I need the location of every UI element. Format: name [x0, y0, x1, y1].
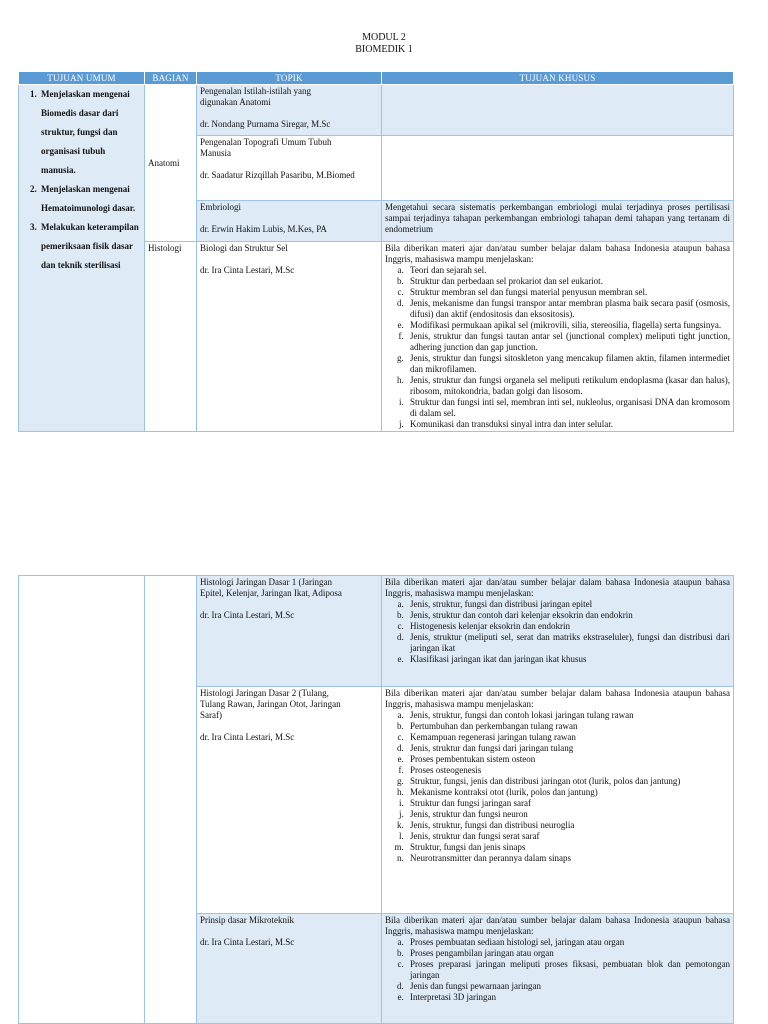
- list-item: b. Jenis, struktur dan contoh dari kelenjar eksokrin dan endokrin: [406, 610, 730, 621]
- topik-title: Embriologi: [200, 202, 241, 212]
- topik-lecturer: dr. Erwin Hakim Lubis, M.Kes, PA: [200, 224, 327, 234]
- module-subtitle: BIOMEDIK 1: [355, 44, 413, 55]
- list-item: j. Komunikasi dan transduksi sinyal intra dan inter selular.: [406, 419, 730, 430]
- table-header-row: [19, 72, 734, 85]
- list-item: n. Neurotransmitter dan perannya dalam sinaps: [406, 853, 730, 864]
- list-item: c. Struktur membran sel dan fungsi material penyusun membran sel.: [406, 287, 730, 298]
- col-header-topik: TOPIK: [197, 72, 382, 85]
- list-item: a. Jenis, struktur, fungsi dan contoh lokasi jaringan tulang rawan: [406, 710, 730, 721]
- bagian-label: Histologi: [148, 243, 182, 253]
- tujuan-khusus-list: [385, 710, 730, 864]
- list-item: e. Proses pembentukan sistem osteon: [406, 754, 730, 765]
- topik-cell: [197, 85, 382, 136]
- topik-title: Saraf): [200, 710, 222, 720]
- list-item: g. Jenis, struktur dan fungsi sitoskleton yang mencakup filamen aktin, filamen intermediet dan mikrofilamen.: [406, 353, 730, 375]
- topik-title: digunakan Anatomi: [200, 97, 271, 107]
- tujuan-khusus-list: [385, 265, 730, 430]
- list-item: d. Jenis, struktur (meliputi sel, serat dan matriks ekstraseluler), fungsi dan distribusi dari jaringan ikat: [406, 632, 730, 654]
- list-item: a. Proses pembuatan sediaan histologi sel, jaringan atau organ: [406, 937, 730, 948]
- topik-title: Histologi Jaringan Dasar 2 (Tulang,: [200, 688, 329, 698]
- topik-title: Biologi dan Struktur Sel: [200, 243, 288, 253]
- topik-lecturer: dr. Ira Cinta Lestari, M.Sc: [200, 265, 295, 275]
- col-header-bagian: BAGIAN: [145, 72, 197, 85]
- list-item: e. Modifikasi permukaan apikal sel (mikrovili, silia, stereosilia, flagella) serta fungsinya.: [406, 320, 730, 331]
- bagian-label: Anatomi: [148, 157, 180, 168]
- list-item: b. Proses pengambilan jaringan atau organ: [406, 948, 730, 959]
- list-item: g. Struktur, fungsi, jenis dan distribusi jaringan otot (lurik, polos dan jantung): [406, 776, 730, 787]
- tujuan-khusus-cell: [382, 201, 734, 242]
- tujuan-khusus-cell: [382, 85, 734, 136]
- list-item: b. Pertumbuhan dan perkembangan tulang rawan: [406, 721, 730, 732]
- list-item: c. Proses preparasi jaringan meliputi proses fiksasi, pembuatan blok dan pemotongan jaringan: [406, 959, 730, 981]
- list-item: h. Mekanisme kontraksi otot (lurik, polos dan jantung): [406, 787, 730, 798]
- topik-title: Epitel, Kelenjar, Jaringan Ikat, Adiposa: [200, 588, 342, 598]
- list-item: c. Histogenesis kelenjar eksokrin dan endokrin: [406, 621, 730, 632]
- topik-title: Manusia: [200, 148, 231, 158]
- topik-cell: [197, 242, 382, 432]
- tujuan-umum-item: 3. Melakukan keterampilan pemeriksaan fisik dasar dan teknik sterilisasi: [39, 218, 142, 275]
- tujuan-khusus-text: Mengetahui secara sistematis perkembangan embriologi mulai terjadinya proses pertilisasi sampai terjadinya tahapan perkembangan embriologi tahapan demi tahapan yang tertanam di endometrium: [385, 202, 730, 234]
- tujuan-khusus-intro: Bila diberikan materi ajar dan/atau sumber belajar dalam bahasa Indonesia ataupun bahasa Inggris, mahasiswa mampu menjelaskan:: [385, 915, 730, 936]
- bagian-cell-anatomi: [145, 85, 197, 242]
- table-row: [19, 85, 734, 136]
- topik-title: Prinsip dasar Mikroteknik: [200, 915, 294, 925]
- tujuan-umum-item: 2. Menjelaskan mengenai Hematoimunologi dasar.: [39, 180, 142, 218]
- tujuan-khusus-cell: [382, 242, 734, 432]
- topik-lecturer: dr. Nondang Purnama Siregar, M.Sc: [200, 119, 331, 129]
- list-item: k. Jenis, struktur, fungsi dan distribusi neuroglia: [406, 820, 730, 831]
- list-item: d. Jenis, mekanisme dan fungsi transpor antar membran plasma baik secara pasif (osmosis, difusi) dan aktif (endositosis dan eksositosis).: [406, 298, 730, 320]
- topik-lecturer: dr. Saadatur Rizqillah Pasaribu, M.Biomed: [200, 170, 355, 180]
- tujuan-khusus-list: [385, 937, 730, 1003]
- tujuan-umum-list: [21, 85, 142, 275]
- topik-cell: [197, 914, 382, 1024]
- list-item: l. Jenis, struktur dan fungsi serat saraf: [406, 831, 730, 842]
- list-item: b. Struktur dan perbedaan sel prokariot dan sel eukariot.: [406, 276, 730, 287]
- list-item: e. Interpretasi 3D jaringan: [406, 992, 730, 1003]
- col-header-tujuan-umum: TUJUAN UMUM: [19, 72, 145, 85]
- tujuan-khusus-cell: [382, 914, 734, 1024]
- list-item: a. Jenis, struktur, fungsi dan distribusi jaringan epitel: [406, 599, 730, 610]
- list-item: m. Struktur, fungsi dan jenis sinaps: [406, 842, 730, 853]
- tujuan-umum-cell: [19, 576, 145, 1024]
- list-item: c. Kemampuan regenerasi jaringan tulang rawan: [406, 732, 730, 743]
- topik-cell: [197, 687, 382, 914]
- module-title: MODUL 2: [362, 32, 406, 43]
- list-item: d. Jenis dan fungsi pewarnaan jaringan: [406, 981, 730, 992]
- tujuan-khusus-intro: Bila diberikan materi ajar dan/atau sumber belajar dalam bahasa Indonesia ataupun bahasa Inggris, mahasiswa mampu menjelaskan:: [385, 243, 730, 264]
- topik-lecturer: dr. Ira Cinta Lestari, M.Sc: [200, 937, 295, 947]
- list-item: i. Struktur dan fungsi inti sel, membran inti sel, nukleolus, organisasi DNA dan kromosom di dalam sel.: [406, 397, 730, 419]
- module-table-page2: [18, 575, 734, 1024]
- tujuan-khusus-cell: [382, 576, 734, 687]
- bagian-cell: [145, 576, 197, 1024]
- list-item: j. Jenis, struktur dan fungsi neuron: [406, 809, 730, 820]
- topik-cell: [197, 136, 382, 201]
- list-item: a. Teori dan sejarah sel.: [406, 265, 730, 276]
- list-item: f. Jenis, struktur dan fungsi tautan antar sel (junctional complex) meliputi tight junction, adhering junction dan gap junction.: [406, 331, 730, 353]
- table-row: [19, 576, 734, 687]
- tujuan-khusus-intro: Bila diberikan materi ajar dan/atau sumber belajar dalam bahasa Indonesia ataupun bahasa Inggris, mahasiswa mampu menjelaskan:: [385, 688, 730, 709]
- topik-title: Pengenalan Topografi Umum Tubuh: [200, 137, 332, 147]
- module-table-page1: [18, 71, 734, 432]
- topik-title: Histologi Jaringan Dasar 1 (Jaringan: [200, 577, 332, 587]
- list-item: e. Klasifikasi jaringan ikat dan jaringan ikat khusus: [406, 654, 730, 665]
- topik-cell: [197, 201, 382, 242]
- topik-cell: [197, 576, 382, 687]
- col-header-tujuan-khusus: TUJUAN KHUSUS: [382, 72, 734, 85]
- tujuan-umum-cell: [19, 85, 145, 432]
- tujuan-umum-item: 1. Menjelaskan mengenai Biomedis dasar dari struktur, fungsi dan organisasi tubuh manusia.: [39, 85, 142, 180]
- topik-lecturer: dr. Ira Cinta Lestari, M.Sc: [200, 610, 295, 620]
- topik-title: Pengenalan Istilah-istilah yang: [200, 86, 311, 96]
- list-item: h. Jenis, struktur dan fungsi organela sel meliputi retikulum endoplasma (kasar dan halus), ribosom, mitokondria, badan golgi dan lisosom.: [406, 375, 730, 397]
- tujuan-khusus-intro: Bila diberikan materi ajar dan/atau sumber belajar dalam bahasa Indonesia ataupun bahasa Inggris, mahasiswa mampu menjelaskan:: [385, 577, 730, 598]
- tujuan-khusus-list: [385, 599, 730, 665]
- tujuan-khusus-cell: [382, 136, 734, 201]
- list-item: d. Jenis, struktur dan fungsi dari jaringan tulang: [406, 743, 730, 754]
- list-item: f. Proses osteogenesis: [406, 765, 730, 776]
- topik-title: Tulang Rawan, Jaringan Otot, Jaringan: [200, 699, 341, 709]
- topik-lecturer: dr. Ira Cinta Lestari, M.Sc: [200, 732, 295, 742]
- list-item: i. Struktur dan fungsi jaringan saraf: [406, 798, 730, 809]
- bagian-cell-histologi: [145, 242, 197, 432]
- tujuan-khusus-cell: [382, 687, 734, 914]
